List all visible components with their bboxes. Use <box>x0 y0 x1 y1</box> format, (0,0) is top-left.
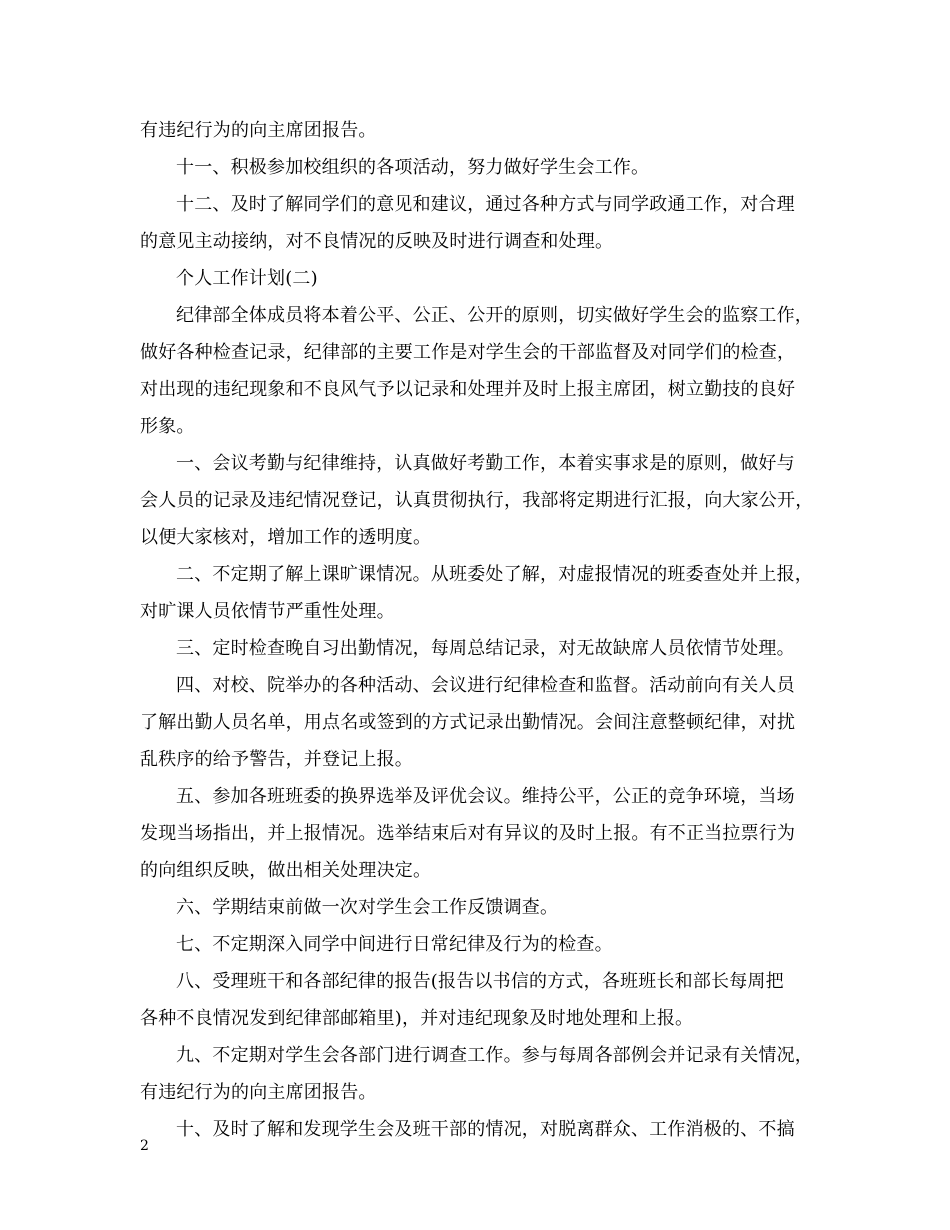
text-line: 乱秩序的给予警告，并登记上报。 <box>140 749 413 770</box>
text-line: 四、对校、院举办的各种活动、会议进行纪律检查和监督。活动前向有关人员 <box>176 675 795 696</box>
paragraph <box>140 186 840 260</box>
text-line: 十、及时了解和发现学生会及班干部的情况，对脱离群众、工作消极的、不搞 <box>176 1119 795 1140</box>
text-line: 的向组织反映，做出相关处理决定。 <box>140 860 432 881</box>
text-line: 三、定时检查晚自习出勤情况，每周总结记录，对无故缺席人员依情节处理。 <box>176 638 795 659</box>
text-line: 个人工作计划(二) <box>176 268 318 289</box>
text-line: 七、不定期深入同学中间进行日常纪律及行为的检查。 <box>176 934 613 955</box>
text-line: 八、受理班干和各部纪律的报告(报告以书信的方式，各班班长和部长每周把 <box>176 971 784 992</box>
document-body <box>140 112 840 1148</box>
paragraph <box>140 963 840 1037</box>
text-line: 对旷课人员依情节严重性处理。 <box>140 601 395 622</box>
text-line: 发现当场指出，并上报情况。选举结束后对有异议的及时上报。有不正当拉票行为 <box>140 823 796 844</box>
paragraph <box>140 556 840 630</box>
text-line: 十一、积极参加校组织的各项活动，努力做好学生会工作。 <box>176 157 650 178</box>
text-line: 九、不定期对学生会各部门进行调查工作。参与每周各部例会并记录有关情况， <box>176 1045 813 1066</box>
text-line: 五、参加各班班委的换界选举及评优会议。维持公平，公正的竞争环境，当场 <box>176 786 795 807</box>
text-line: 以便大家核对，增加工作的透明度。 <box>140 527 432 548</box>
paragraph <box>140 1037 840 1111</box>
text-line: 会人员的记录及违纪情况登记，认真贯彻执行，我部将定期进行汇报，向大家公开， <box>140 490 814 511</box>
text-line: 有违纪行为的向主席团报告。 <box>140 120 377 141</box>
text-line: 有违纪行为的向主席团报告。 <box>140 1082 377 1103</box>
text-line: 做好各种检查记录，纪律部的主要工作是对学生会的干部监督及对同学们的检查， <box>140 342 796 363</box>
text-line: 二、不定期了解上课旷课情况。从班委处了解，对虚报情况的班委查处并上报， <box>176 564 813 585</box>
paragraph <box>140 778 840 889</box>
paragraph <box>140 297 840 445</box>
text-line: 各种不良情况发到纪律部邮箱里)，并对违纪现象及时地处理和上报。 <box>140 1008 694 1029</box>
text-line: 六、学期结束前做一次对学生会工作反馈调查。 <box>176 897 559 918</box>
paragraph <box>140 445 840 556</box>
text-line: 形象。 <box>140 416 195 437</box>
paragraph <box>140 667 840 778</box>
text-line: 了解出勤人员名单，用点名或签到的方式记录出勤情况。会间注意整顿纪律，对扰 <box>140 712 796 733</box>
paragraph <box>140 630 840 667</box>
paragraph <box>140 149 840 186</box>
paragraph <box>140 926 840 963</box>
text-line: 一、会议考勤与纪律维持，认真做好考勤工作，本着实事求是的原则，做好与 <box>176 453 795 474</box>
paragraph <box>140 1111 840 1148</box>
text-line: 十二、及时了解同学们的意见和建议，通过各种方式与同学政通工作，对合理 <box>176 194 795 215</box>
paragraph <box>140 889 840 926</box>
page-number: 2 <box>140 1138 149 1154</box>
text-line: 的意见主动接纳，对不良情况的反映及时进行调查和处理。 <box>140 231 614 252</box>
section-heading <box>140 260 840 297</box>
text-line: 对出现的违纪现象和不良风气予以记录和处理并及时上报主席团，树立勤技的良好 <box>140 379 796 400</box>
paragraph <box>140 112 840 149</box>
text-line: 纪律部全体成员将本着公平、公正、公开的原则，切实做好学生会的监察工作， <box>176 305 813 326</box>
